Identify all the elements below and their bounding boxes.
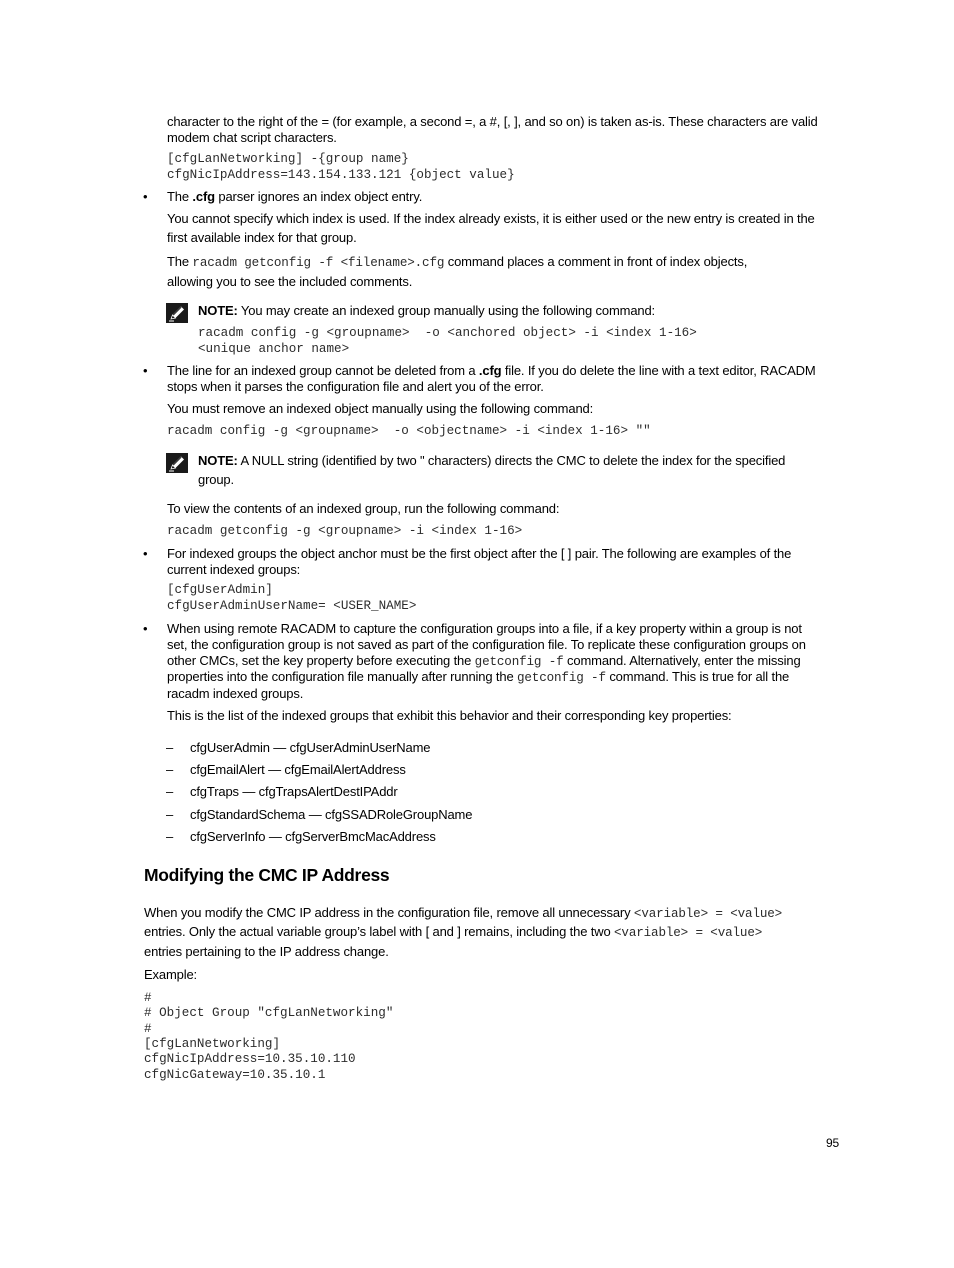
example-code-line: [cfgLanNetworking]	[144, 1037, 281, 1051]
bullet2-line1: The line for an indexed group cannot be deleted from a .cfg file. If you do delete the line with a text editor, RACADM	[167, 363, 816, 378]
bullet1-para1-line1: You cannot specify which index is used. If the index already exists, it is either used or the new entry is created in the	[167, 211, 815, 226]
dash-marker: –	[166, 784, 174, 799]
pencil-note-icon	[166, 453, 188, 473]
bullet2-para2: To view the contents of an indexed group, run the following command:	[167, 501, 560, 516]
example-code-line: cfgNicIpAddress=10.35.10.110	[144, 1052, 356, 1066]
bullet3-code-1: [cfgUserAdmin]	[167, 583, 273, 597]
bullet1-note-code-2: <unique anchor name>	[198, 342, 350, 356]
section-heading: Modifying the CMC IP Address	[144, 865, 390, 885]
bullet-marker: •	[143, 189, 148, 204]
section-para-line3: entries pertaining to the IP address change.	[144, 944, 389, 959]
bullet1-note-code-1: racadm config -g <groupname> -o <anchored object> -i <index 1-16>	[198, 326, 697, 340]
bullet1-note: NOTE: You may create an indexed group manually using the following command:	[198, 303, 656, 318]
dash-marker: –	[166, 829, 174, 844]
example-code-line: #	[144, 1022, 152, 1036]
bullet4-line4: properties into the configuration file manually after running the getconfig -f command. This is true for all the	[167, 669, 790, 685]
bullet-marker: •	[143, 363, 148, 378]
section-para-line2: entries. Only the actual variable group’s label with [ and ] remains, including the two <variable> = <value>	[144, 924, 763, 940]
example-code-line: # Object Group "cfgLanNetworking"	[144, 1006, 394, 1020]
bullet4-line3: other CMCs, set the key property before executing the getconfig -f command. Alternatively, enter the missing	[167, 653, 801, 669]
bullet3-line2: current indexed groups:	[167, 562, 301, 577]
bullet1-para2-line2: allowing you to see the included comments.	[167, 274, 413, 289]
example-label: Example:	[144, 967, 197, 982]
bullet2-para1: You must remove an indexed object manually using the following command:	[167, 401, 594, 416]
list-item: cfgEmailAlert — cfgEmailAlertAddress	[190, 762, 406, 777]
bullet4-line5: racadm indexed groups.	[167, 686, 304, 701]
list-item: cfgStandardSchema — cfgSSADRoleGroupName	[190, 807, 473, 822]
intro-code-1: [cfgLanNetworking] -{group name}	[167, 152, 409, 166]
example-code-line: cfgNicGateway=10.35.10.1	[144, 1068, 326, 1082]
bullet-marker: •	[143, 621, 148, 636]
bullet1-para2-line1: The racadm getconfig -f <filename>.cfg command places a comment in front of index objects,	[167, 254, 748, 270]
dash-marker: –	[166, 740, 174, 755]
bullet-marker: •	[143, 546, 148, 561]
page-number: 95	[826, 1136, 840, 1150]
list-item: cfgTraps — cfgTrapsAlertDestIPAddr	[190, 784, 398, 799]
pencil-note-icon	[166, 303, 188, 323]
intro-line-2: modem chat script characters.	[167, 130, 337, 145]
bullet4-para: This is the list of the indexed groups that exhibit this behavior and their corresponding key properties:	[167, 708, 732, 723]
bullet1-para1-line2: first available index for that group.	[167, 230, 357, 245]
bullet2-line2: stops when it parses the configuration file and alert you of the error.	[167, 379, 544, 394]
intro-line-1: character to the right of the = (for example, a second =, a #, [, ], and so on) is taken as-is. These characters are valid	[167, 114, 818, 129]
bullet3-line1: For indexed groups the object anchor must be the first object after the [ ] pair. The following are examples of the	[167, 546, 792, 561]
bullet1-text: The .cfg parser ignores an index object entry.	[167, 189, 423, 204]
bullet2-note-line1: NOTE: A NULL string (identified by two " characters) directs the CMC to delete the index for the specified	[198, 453, 786, 468]
intro-code-2: cfgNicIpAddress=143.154.133.121 {object value}	[167, 168, 515, 182]
bullet2-code-1: racadm config -g <groupname> -o <objectname> -i <index 1-16> ""	[167, 424, 651, 438]
bullet2-code-2: racadm getconfig -g <groupname> -i <index 1-16>	[167, 524, 523, 538]
example-code-line: #	[144, 991, 152, 1005]
bullet4-line2: set, the configuration group is not saved as part of the configuration file. To replicate these configuration groups on	[167, 637, 806, 652]
list-item: cfgUserAdmin — cfgUserAdminUserName	[190, 740, 431, 755]
list-item: cfgServerInfo — cfgServerBmcMacAddress	[190, 829, 436, 844]
bullet2-note-line2: group.	[198, 472, 234, 487]
bullet4-line1: When using remote RACADM to capture the configuration groups into a file, if a key property within a group is not	[167, 621, 802, 636]
dash-marker: –	[166, 762, 174, 777]
bullet3-code-2: cfgUserAdminUserName= <USER_NAME>	[167, 599, 417, 613]
dash-marker: –	[166, 807, 174, 822]
section-para-line1: When you modify the CMC IP address in the configuration file, remove all unnecessary <variable> = <value>	[144, 905, 783, 921]
